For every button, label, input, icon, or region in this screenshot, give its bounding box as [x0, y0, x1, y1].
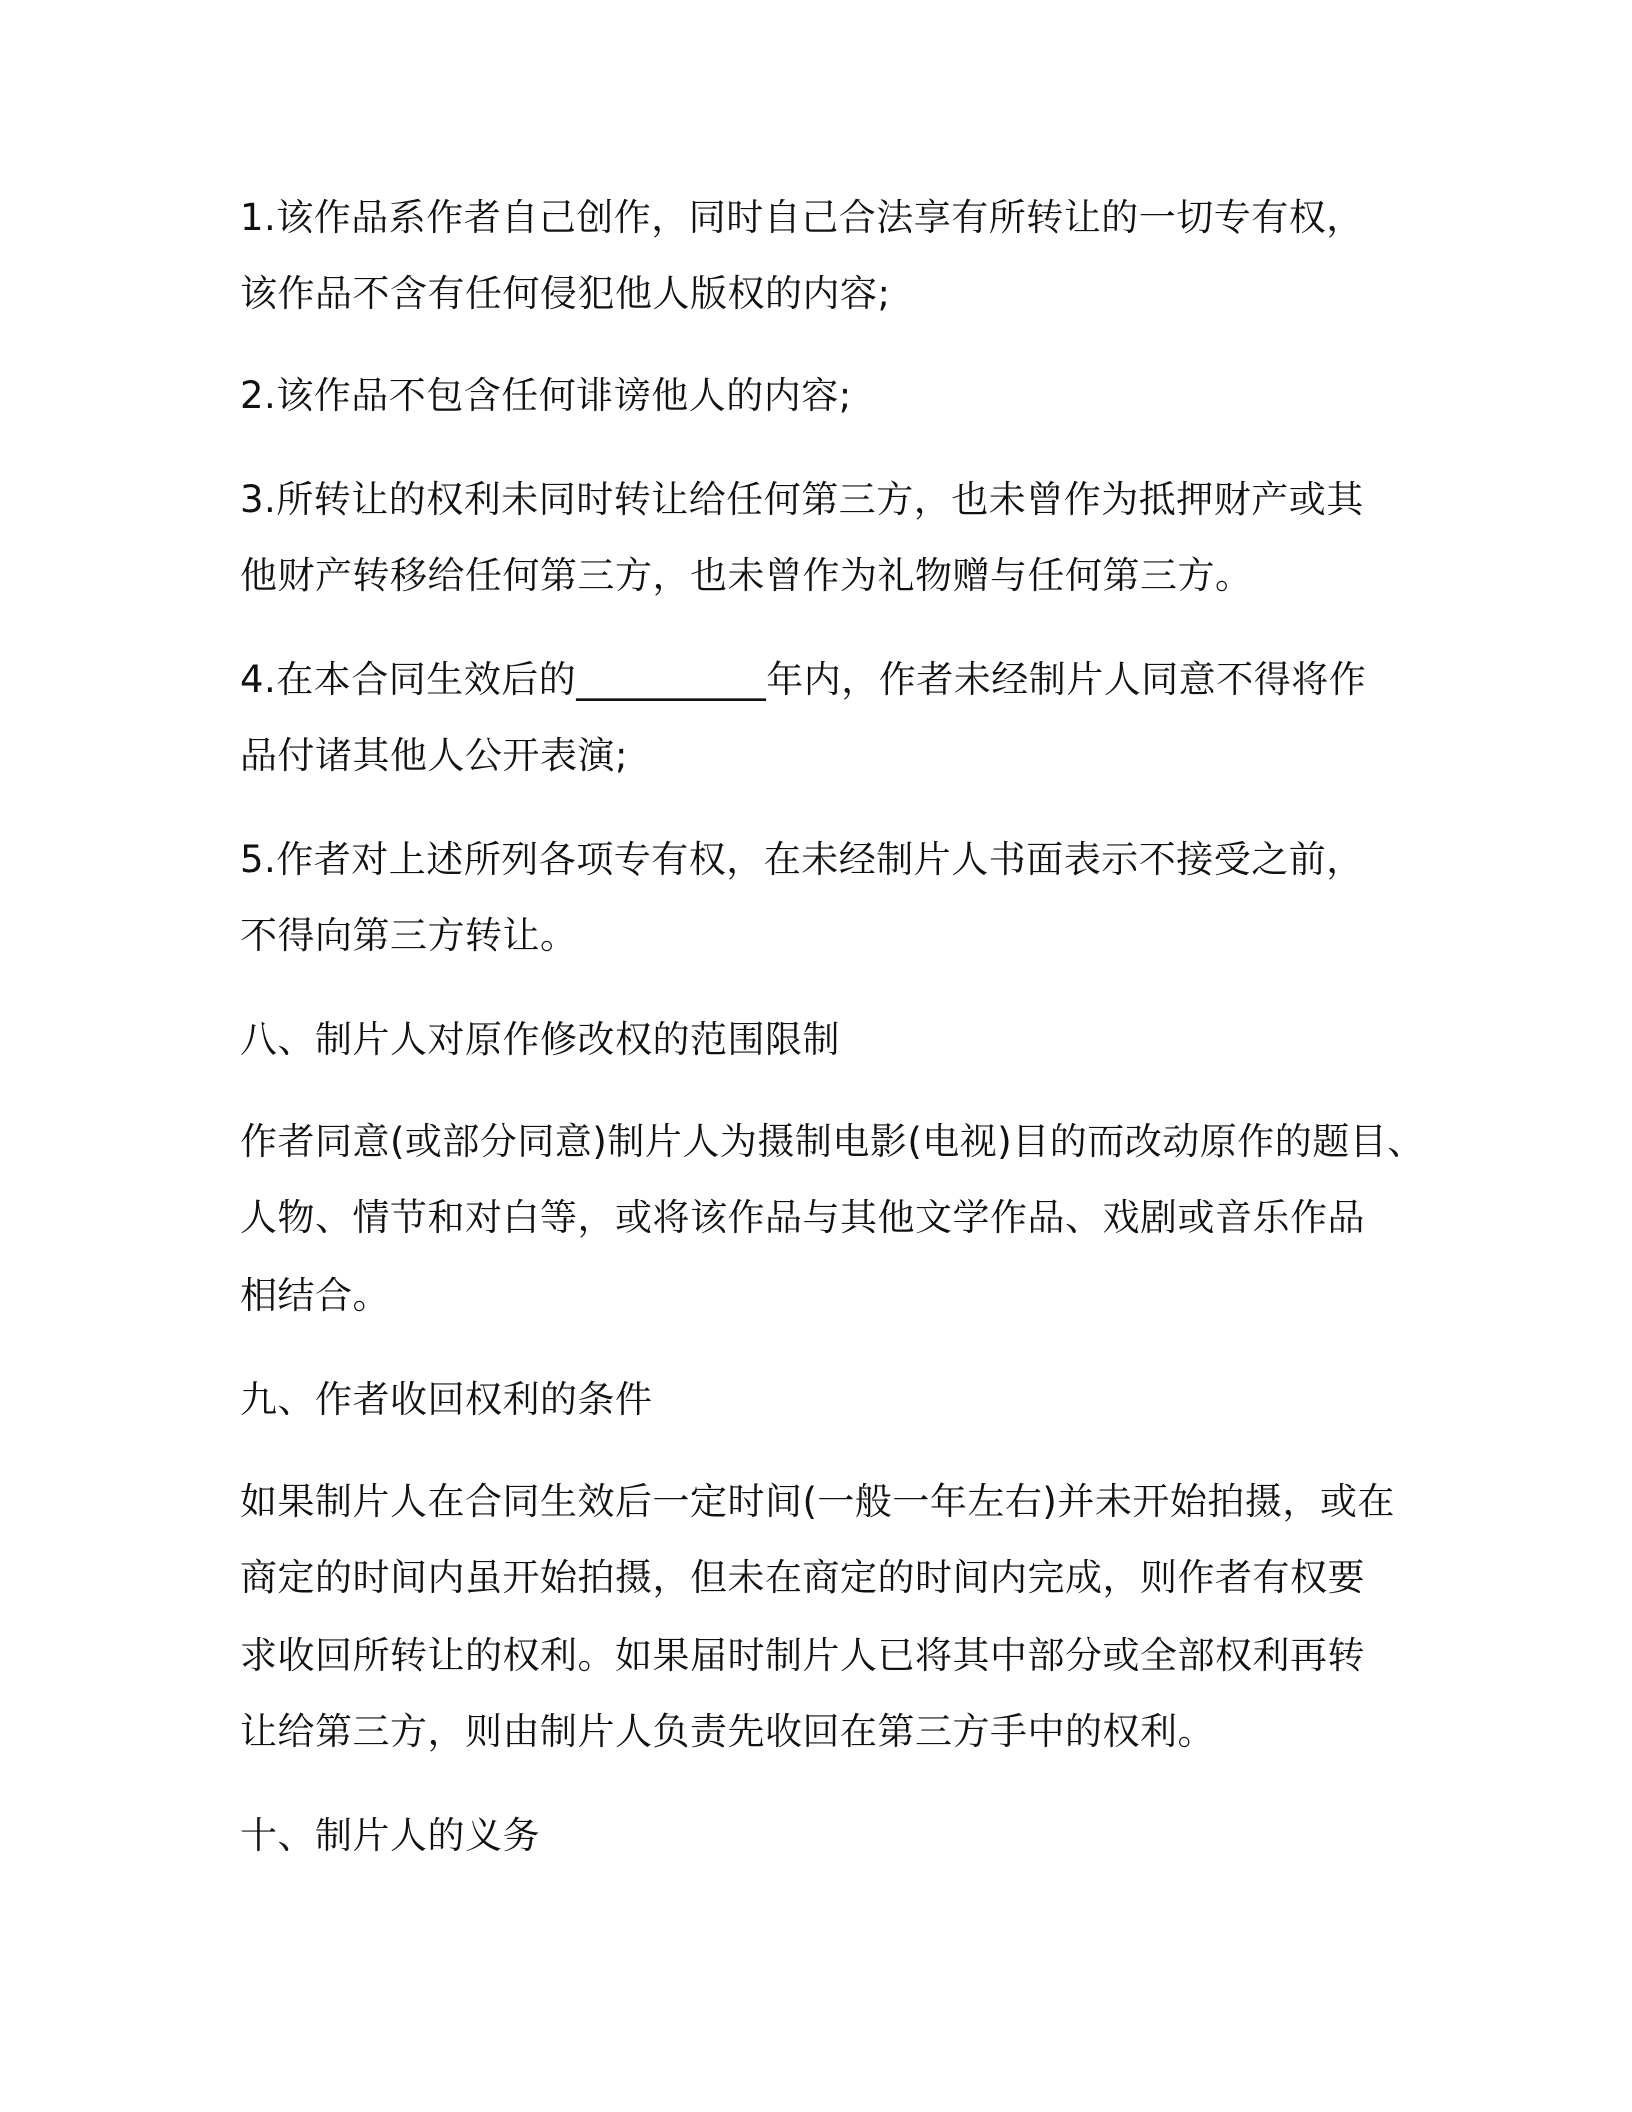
clause-5-line-1: 5.作者对上述所列各项专有权，在未经制片人书面表示不接受之前，	[240, 838, 1364, 881]
section-9-para-line-4: 让给第三方，则由制片人负责先收回在第三方手中的权利。	[240, 1710, 1215, 1753]
clause-4-line-2: 品付诸其他人公开表演;	[240, 734, 628, 777]
clause-2-line-1: 2.该作品不包含任何诽谤他人的内容;	[240, 374, 852, 417]
section-8-para-line-1: 作者同意(或部分同意)制片人为摄制电影(电视)目的而改动原作的题目、	[240, 1120, 1425, 1163]
clause-5-line-2: 不得向第三方转让。	[240, 914, 578, 957]
section-9-para-line-3: 求收回所转让的权利。如果届时制片人已将其中部分或全部权利再转	[240, 1634, 1365, 1677]
section-8-para-line-3: 相结合。	[240, 1274, 390, 1317]
section-10-heading: 十、制片人的义务	[240, 1814, 540, 1857]
section-9-para-line-1: 如果制片人在合同生效后一定时间(一般一年左右)并未开始拍摄，或在	[240, 1480, 1395, 1523]
section-9-para-line-2: 商定的时间内虽开始拍摄，但未在商定的时间内完成，则作者有权要	[240, 1556, 1365, 1599]
clause-3-line-1: 3.所转让的权利未同时转让给任何第三方，也未曾作为抵押财产或其	[240, 478, 1364, 521]
clause-4-line-1: 4.在本合同生效后的__________年内，作者未经制片人同意不得将作	[240, 658, 1367, 701]
clause-3-line-2: 他财产转移给任何第三方，也未曾作为礼物赠与任何第三方。	[240, 554, 1253, 597]
clause-1-line-1: 1.该作品系作者自己创作，同时自己合法享有所转让的一切专有权，	[240, 196, 1364, 239]
section-8-heading: 八、制片人对原作修改权的范围限制	[240, 1018, 840, 1061]
section-9-heading: 九、作者收回权利的条件	[240, 1378, 653, 1421]
section-8-para-line-2: 人物、情节和对白等，或将该作品与其他文学作品、戏剧或音乐作品	[240, 1196, 1365, 1239]
clause-1-line-2: 该作品不含有任何侵犯他人版权的内容;	[240, 272, 891, 315]
